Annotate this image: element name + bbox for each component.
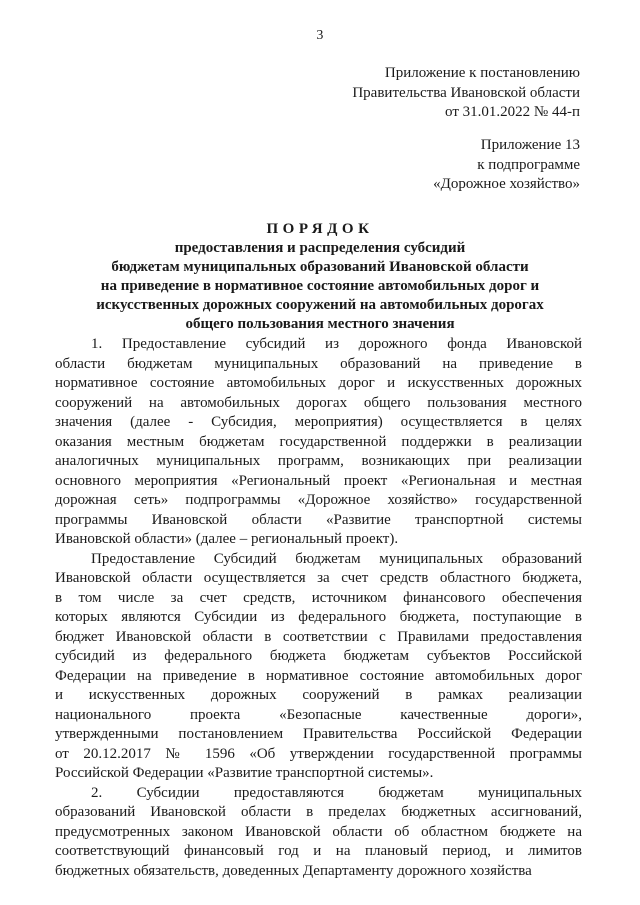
body-paragraph-line: 1. Предоставление субсидий из дорожного фонда Ивановской (91, 336, 582, 352)
body-paragraph-line: нормативное состояние автомобильных дорог и искусственных дорожных (55, 375, 582, 391)
body-paragraph-line: бюджет Ивановской области в соответствии с Правилами предоставления (55, 628, 582, 645)
body-paragraph-line: Федерации на приведение в нормативное состояние автомобильных дорог (55, 667, 582, 684)
body-paragraph-line: и искусственных дорожных сооружений в рамках реализации (55, 687, 582, 703)
heading-subtitle-line: на приведение в нормативное состояние автомобильных дорог и (100, 278, 540, 294)
heading-subtitle-line: бюджетам муниципальных образований Ивановской области (111, 259, 529, 275)
body-paragraph-line: Российской Федерации «Развитие транспортной системы». (55, 765, 434, 781)
heading-subtitle-line: общего пользования местного значения (185, 316, 455, 332)
body-paragraph-line: соответствующий финансовый год и на плановый период, и лимитов (55, 843, 582, 859)
body-paragraph-line: значения (далее - Субсидия, мероприятия) осуществляется в целях (55, 414, 582, 430)
heading-subtitle-line: предоставления и распределения субсидий (174, 240, 466, 256)
document-body (55, 335, 582, 881)
annex-decree-reference (352, 64, 580, 123)
body-paragraph-line: области бюджетам муниципальных образований на приведение в (55, 355, 582, 372)
body-paragraph-line: от 20.12.2017 № 1596 «Об утверждении государственной программы (55, 745, 582, 762)
annex-decree-line: Приложение к постановлению (384, 65, 580, 81)
page-number: 3 (316, 28, 324, 43)
body-paragraph-line: дорожная сеть» подпрограммы «Дорожное хозяйство» государственной (55, 492, 582, 508)
body-paragraph-line: основного мероприятия «Региональный проект «Региональная и местная (55, 472, 582, 489)
body-paragraph-line: Предоставление Субсидий бюджетам муниципальных образований (91, 550, 582, 567)
document-title: ПОРЯДОК (266, 221, 374, 237)
body-paragraph-line: 2. Субсидии предоставляются бюджетам муниципальных (91, 784, 582, 801)
body-paragraph-line: программы Ивановской области «Развитие транспортной системы (55, 511, 582, 528)
annex-subprogram-reference (433, 136, 580, 195)
document-heading (60, 220, 580, 334)
body-paragraph-line: Ивановской области осуществляется за счет средств областного бюджета, (55, 570, 582, 586)
body-paragraph-line: оказания местным бюджетам государственной поддержки в реализации (55, 433, 582, 450)
heading-subtitle-line: искусственных дорожных сооружений на автомобильных дорогах (96, 297, 544, 313)
body-paragraph-line: в том числе за счет средств, источником финансового обеспечения (55, 589, 582, 606)
body-paragraph (55, 335, 582, 550)
body-paragraph-line: аналогичных муниципальных программ, возникающих при реализации (55, 453, 582, 469)
annex-subprogram-line: «Дорожное хозяйство» (433, 176, 580, 192)
annex-subprogram-line: к подпрограмме (477, 156, 580, 173)
body-paragraph-line: Ивановской области» (далее – региональный проект). (55, 531, 399, 547)
body-paragraph-line: образований Ивановской области в пределах бюджетных ассигнований, (55, 804, 582, 820)
body-paragraph-line: субсидий из федерального бюджета бюджетам субъектов Российской (55, 648, 582, 664)
annex-subprogram-line: Приложение 13 (480, 137, 580, 153)
annex-decree-line: Правительства Ивановской области (352, 84, 580, 101)
body-paragraph (55, 550, 582, 784)
body-paragraph-line: утвержденными постановлением Правительства Российской Федерации (55, 726, 582, 742)
body-paragraph-line: национального проекта «Безопасные качественные дороги», (55, 706, 582, 723)
annex-decree-line: от 31.01.2022 № 44-п (445, 104, 580, 120)
body-paragraph-line: которых являются Субсидии из федерального бюджета, поступающие в (55, 609, 582, 625)
body-paragraph-line: бюджетных обязательств, доведенных Департаменту дорожного хозяйства (55, 862, 532, 879)
body-paragraph-line: сооружений на автомобильных дорогах общего пользования местного (55, 394, 582, 411)
body-paragraph (55, 784, 582, 882)
body-paragraph-line: предусмотренных законом Ивановской области об областном бюджете на (55, 823, 582, 840)
